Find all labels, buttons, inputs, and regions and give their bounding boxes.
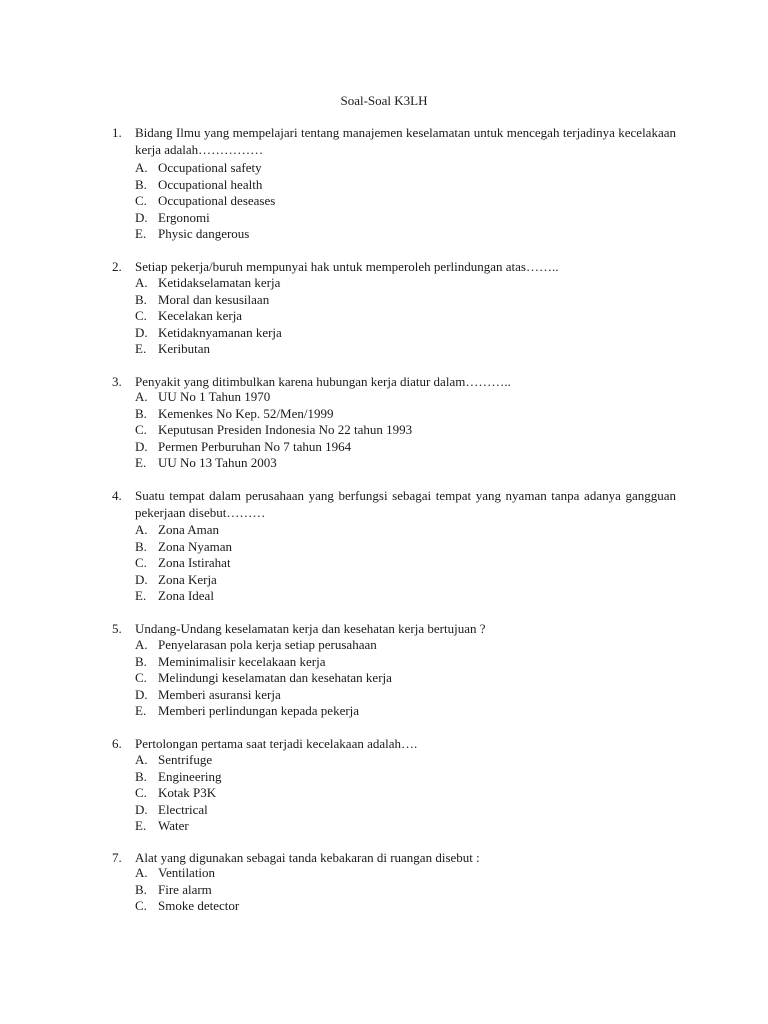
option-letter: D. (135, 209, 148, 225)
option-letter: A. (135, 522, 148, 537)
option-text: Moral dan kesusilaan (158, 291, 270, 307)
option-letter: B. (135, 405, 147, 421)
question-text: Alat yang digunakan sebagai tanda kebakaran di ruangan disebut : (135, 850, 480, 865)
option-text: UU No 1 Tahun 1970 (158, 389, 271, 404)
option-d (0, 210, 768, 227)
option-letter: B. (135, 176, 147, 192)
option-text: Ergonomi (158, 209, 210, 225)
option-b (0, 177, 768, 194)
option-a (0, 865, 768, 882)
option-d (0, 687, 768, 704)
option-text: Meminimalisir kecelakaan kerja (158, 653, 326, 669)
question-text: Setiap pekerja/buruh mempunyai hak untuk memperoleh perlindungan atas…….. (135, 259, 559, 274)
option-letter: C. (135, 308, 147, 323)
option-text: Smoke detector (158, 898, 240, 913)
option-c (0, 785, 768, 802)
option-letter: B. (135, 538, 147, 554)
option-text: Ketidaknyamanan kerja (158, 324, 282, 340)
option-text: Sentrifuge (158, 752, 213, 767)
question-number: 4. (112, 488, 122, 503)
option-b (0, 882, 768, 899)
option-text: Penyelarasan pola kerja setiap perusahaan (158, 637, 377, 652)
option-letter: A. (135, 752, 148, 767)
option-a (0, 160, 768, 177)
option-letter: C. (135, 785, 147, 800)
option-b (0, 539, 768, 556)
option-text: Occupational deseases (158, 193, 276, 208)
option-b (0, 769, 768, 786)
option-letter: D. (135, 571, 148, 587)
option-text: Zona Ideal (158, 588, 214, 603)
option-e (0, 455, 768, 472)
option-letter: E. (135, 226, 147, 241)
option-letter: E. (135, 818, 147, 833)
option-letter: D. (135, 438, 148, 454)
option-letter: C. (135, 670, 147, 685)
option-a (0, 637, 768, 654)
option-letter: E. (135, 703, 147, 718)
option-letter: B. (135, 881, 147, 897)
document-title: Soal-Soal K3LH (340, 93, 428, 108)
option-text: Keputusan Presiden Indonesia No 22 tahun 1993 (158, 422, 413, 437)
option-letter: B. (135, 768, 147, 784)
option-text: Electrical (158, 801, 208, 817)
question-text: Suatu tempat dalam perusahaan yang berfungsi sebagai tempat yang nyaman tanpa adanya gangguan pekerjaan disebut……… (135, 488, 676, 520)
option-text: Ventilation (158, 865, 216, 880)
option-text: Zona Istirahat (158, 555, 231, 570)
option-c (0, 670, 768, 687)
question-text: Bidang Ilmu yang mempelajari tentang manajemen keselamatan untuk mencegah terjadinya kecelakaan kerja adalah…………… (135, 125, 676, 157)
option-e (0, 226, 768, 243)
option-a (0, 752, 768, 769)
option-text: Water (158, 818, 189, 833)
option-text: Kotak P3K (158, 785, 217, 800)
option-letter: A. (135, 865, 148, 880)
question-number: 1. (112, 125, 122, 140)
option-letter: B. (135, 653, 147, 669)
option-letter: D. (135, 324, 148, 340)
option-text: Fire alarm (158, 881, 212, 897)
option-c (0, 193, 768, 210)
option-b (0, 654, 768, 671)
option-d (0, 325, 768, 342)
option-text: Kemenkes No Kep. 52/Men/1999 (158, 405, 334, 421)
option-b (0, 292, 768, 309)
question-number: 3. (112, 374, 122, 389)
option-text: Occupational health (158, 176, 263, 192)
question-number: 6. (112, 736, 122, 751)
option-c (0, 422, 768, 439)
question-number: 7. (112, 850, 122, 865)
option-letter: E. (135, 588, 147, 603)
option-d (0, 439, 768, 456)
option-letter: C. (135, 193, 147, 208)
option-text: Zona Kerja (158, 571, 217, 587)
option-a (0, 389, 768, 406)
option-letter: E. (135, 341, 147, 356)
option-d (0, 572, 768, 589)
option-letter: E. (135, 455, 147, 470)
option-text: Permen Perburuhan No 7 tahun 1964 (158, 438, 352, 454)
question-text: Penyakit yang ditimbulkan karena hubungan kerja diatur dalam……….. (135, 374, 511, 389)
option-text: Engineering (158, 768, 222, 784)
question-text: Undang-Undang keselamatan kerja dan kesehatan kerja bertujuan ? (135, 621, 486, 636)
option-b (0, 406, 768, 423)
option-letter: C. (135, 555, 147, 570)
option-letter: D. (135, 686, 148, 702)
option-a (0, 275, 768, 292)
option-e (0, 703, 768, 720)
option-letter: A. (135, 637, 148, 652)
option-letter: C. (135, 898, 147, 913)
option-letter: B. (135, 291, 147, 307)
option-text: Keributan (158, 341, 210, 356)
question-number: 5. (112, 621, 122, 636)
question-number: 2. (112, 259, 122, 274)
option-letter: A. (135, 275, 148, 290)
option-e (0, 588, 768, 605)
option-text: Memberi asuransi kerja (158, 686, 281, 702)
option-e (0, 341, 768, 358)
option-c (0, 555, 768, 572)
option-letter: A. (135, 389, 148, 404)
option-a (0, 522, 768, 539)
option-d (0, 802, 768, 819)
option-text: Memberi perlindungan kepada pekerja (158, 703, 360, 718)
option-text: Ketidakselamatan kerja (158, 275, 281, 290)
option-letter: D. (135, 801, 148, 817)
option-text: Melindungi keselamatan dan kesehatan kerja (158, 670, 392, 685)
option-c (0, 308, 768, 325)
option-text: Zona Aman (158, 522, 220, 537)
option-letter: A. (135, 160, 148, 175)
option-text: UU No 13 Tahun 2003 (158, 455, 277, 470)
option-text: Kecelakan kerja (158, 308, 243, 323)
option-c (0, 898, 768, 915)
option-text: Physic dangerous (158, 226, 250, 241)
option-text: Occupational safety (158, 160, 262, 175)
option-text: Zona Nyaman (158, 538, 233, 554)
option-letter: C. (135, 422, 147, 437)
option-e (0, 818, 768, 835)
question-text: Pertolongan pertama saat terjadi kecelakaan adalah…. (135, 736, 418, 751)
